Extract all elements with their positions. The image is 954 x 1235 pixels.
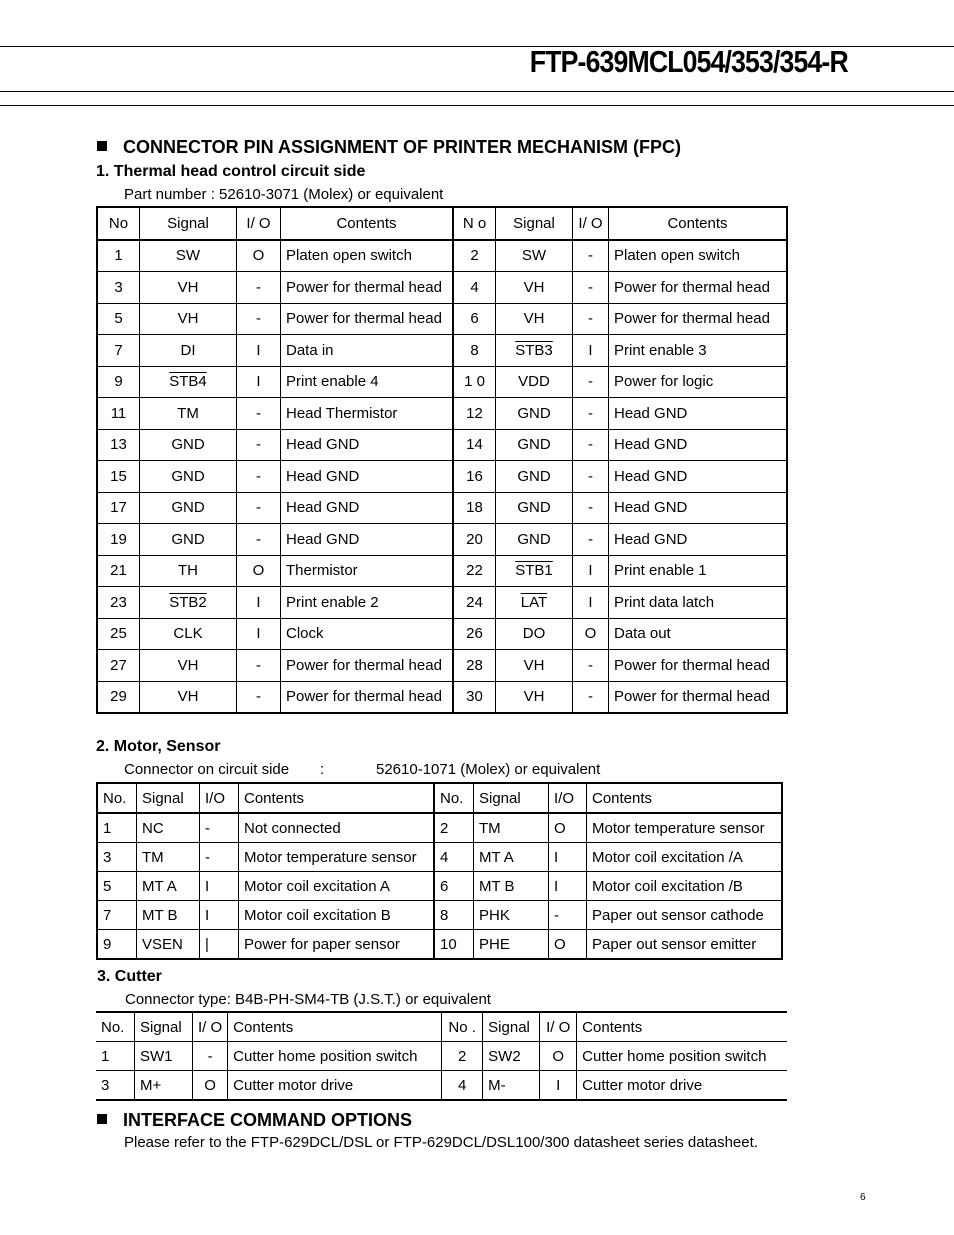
pin-signal: GND bbox=[140, 492, 237, 524]
pin-no: 25 bbox=[97, 618, 140, 650]
overlined-signal: STB4 bbox=[169, 373, 207, 391]
table-row bbox=[97, 650, 787, 682]
subheading-motor-sensor: 2. Motor, Sensor bbox=[96, 738, 221, 755]
table-row bbox=[97, 930, 782, 960]
pin-contents: Platen open switch bbox=[281, 240, 454, 272]
pin-io: I bbox=[237, 587, 281, 619]
pin-io: I bbox=[237, 335, 281, 367]
header-cell: Contents bbox=[281, 207, 454, 240]
overlined-signal: STB1 bbox=[515, 562, 553, 580]
pin-contents: Platen open switch bbox=[609, 240, 788, 272]
pin-io: I bbox=[237, 366, 281, 398]
pin-contents: Power for thermal head bbox=[609, 303, 788, 335]
subheading-thermal-head: 1. Thermal head control circuit side bbox=[96, 163, 366, 180]
table-header-row bbox=[97, 207, 787, 240]
pin-signal: VH bbox=[496, 650, 573, 682]
pin-io: - bbox=[573, 461, 609, 493]
pin-contents: Motor coil excitation /B bbox=[587, 872, 783, 901]
pin-io: - bbox=[573, 650, 609, 682]
pin-contents: Print enable 4 bbox=[281, 366, 454, 398]
pin-contents: Head GND bbox=[281, 492, 454, 524]
pin-io: - bbox=[573, 398, 609, 430]
part-number-note: Part number : 52610-3071 (Molex) or equivalent bbox=[124, 186, 444, 203]
header-cell: No. bbox=[97, 783, 137, 813]
pin-contents: Not connected bbox=[239, 813, 435, 843]
pin-io: - bbox=[237, 272, 281, 304]
table-row bbox=[97, 429, 787, 461]
header-cell: Signal bbox=[137, 783, 200, 813]
pin-io: - bbox=[237, 524, 281, 556]
table-row bbox=[97, 492, 787, 524]
pin-no: 4 bbox=[434, 843, 474, 872]
pin-signal: NC bbox=[137, 813, 200, 843]
overlined-signal: $\overline{LAT}$ bbox=[520, 593, 548, 611]
header-cell: Contents bbox=[577, 1012, 788, 1042]
pin-no: 3 bbox=[96, 1071, 135, 1101]
table-row bbox=[97, 681, 787, 713]
pin-contents: Head GND bbox=[609, 492, 788, 524]
pin-contents: Head GND bbox=[281, 524, 454, 556]
pin-no: 1 0 bbox=[453, 366, 496, 398]
pin-no: 19 bbox=[97, 524, 140, 556]
pin-io: - bbox=[573, 429, 609, 461]
pin-contents: Head GND bbox=[609, 461, 788, 493]
pin-io: I bbox=[549, 872, 587, 901]
table-header-row bbox=[97, 783, 782, 813]
overlined-signal: STB2 bbox=[169, 593, 207, 611]
pin-no: 12 bbox=[453, 398, 496, 430]
pin-no: 1 bbox=[97, 813, 137, 843]
pin-contents: Motor temperature sensor bbox=[239, 843, 435, 872]
pin-no: 23 bbox=[97, 587, 140, 619]
pin-io: I bbox=[549, 843, 587, 872]
pin-contents: Head GND bbox=[609, 429, 788, 461]
pin-io: | bbox=[200, 930, 239, 960]
pin-contents: Power for thermal head bbox=[609, 681, 788, 713]
pin-no: 2 bbox=[442, 1042, 483, 1071]
pin-signal: GND bbox=[140, 429, 237, 461]
pin-signal: SW2 bbox=[483, 1042, 540, 1071]
pin-no: 6 bbox=[453, 303, 496, 335]
table-row bbox=[97, 524, 787, 556]
pin-no: 18 bbox=[453, 492, 496, 524]
pin-io: - bbox=[573, 272, 609, 304]
pin-signal bbox=[496, 335, 573, 367]
pin-no: 5 bbox=[97, 303, 140, 335]
pin-signal: DO bbox=[496, 618, 573, 650]
pin-io: O bbox=[549, 813, 587, 843]
pin-contents: Print enable 2 bbox=[281, 587, 454, 619]
table-row bbox=[97, 901, 782, 930]
table-header-row bbox=[96, 1012, 787, 1042]
pin-io: - bbox=[237, 492, 281, 524]
square-bullet-icon bbox=[97, 1114, 107, 1124]
pin-contents: Data out bbox=[609, 618, 788, 650]
header-cell: I/ O bbox=[540, 1012, 577, 1042]
connector-note-colon: : bbox=[320, 761, 325, 778]
pin-io: I bbox=[573, 335, 609, 367]
table-row bbox=[97, 587, 787, 619]
table-row bbox=[97, 272, 787, 304]
pin-io: I bbox=[573, 555, 609, 587]
section-heading-text: INTERFACE COMMAND OPTIONS bbox=[123, 1110, 413, 1130]
pin-contents: Motor coil excitation /A bbox=[587, 843, 783, 872]
pin-signal: VH bbox=[496, 681, 573, 713]
table-row bbox=[96, 1071, 787, 1101]
pin-signal: GND bbox=[496, 492, 573, 524]
pin-io: - bbox=[200, 813, 239, 843]
pin-io: I bbox=[200, 901, 239, 930]
pin-signal: MT A bbox=[474, 843, 549, 872]
pin-no: 15 bbox=[97, 461, 140, 493]
pin-signal: VH bbox=[496, 303, 573, 335]
pin-signal: SW bbox=[496, 240, 573, 272]
pin-contents: Paper out sensor emitter bbox=[587, 930, 783, 960]
pin-contents: Clock bbox=[281, 618, 454, 650]
pin-signal: TH bbox=[140, 555, 237, 587]
pin-signal: PHE bbox=[474, 930, 549, 960]
header-cell: I/O bbox=[200, 783, 239, 813]
pin-contents: Power for thermal head bbox=[281, 272, 454, 304]
header-cell: I/ O bbox=[237, 207, 281, 240]
pin-io: I bbox=[200, 872, 239, 901]
pin-io: - bbox=[573, 366, 609, 398]
header-cell: Contents bbox=[587, 783, 783, 813]
pin-contents: Paper out sensor cathode bbox=[587, 901, 783, 930]
pin-signal bbox=[496, 587, 573, 619]
pin-signal: VH bbox=[140, 650, 237, 682]
pin-signal: VH bbox=[140, 272, 237, 304]
pin-signal: MT A bbox=[137, 872, 200, 901]
pin-io: - bbox=[573, 240, 609, 272]
pin-no: 4 bbox=[442, 1071, 483, 1101]
pin-contents: Head GND bbox=[609, 524, 788, 556]
pin-contents: Power for thermal head bbox=[609, 272, 788, 304]
pin-no: 2 bbox=[453, 240, 496, 272]
pin-signal: PHK bbox=[474, 901, 549, 930]
pin-contents: Head GND bbox=[281, 461, 454, 493]
header-cell: Signal bbox=[474, 783, 549, 813]
table-row bbox=[97, 398, 787, 430]
pin-io: I bbox=[573, 587, 609, 619]
subheading-cutter: 3. Cutter bbox=[97, 968, 162, 985]
pin-no: 9 bbox=[97, 366, 140, 398]
header-cell: I/ O bbox=[193, 1012, 228, 1042]
pin-io: - bbox=[193, 1042, 228, 1071]
pin-contents: Cutter home position switch bbox=[228, 1042, 442, 1071]
pin-signal: GND bbox=[496, 461, 573, 493]
pin-no: 14 bbox=[453, 429, 496, 461]
pin-io: O bbox=[237, 240, 281, 272]
pin-io: - bbox=[237, 303, 281, 335]
pin-no: 20 bbox=[453, 524, 496, 556]
pin-contents: Cutter motor drive bbox=[577, 1071, 788, 1101]
pin-io: - bbox=[573, 303, 609, 335]
cutter-connector-note: Connector type: B4B-PH-SM4-TB (J.S.T.) or equivalent bbox=[125, 991, 491, 1008]
cutter-pin-table bbox=[96, 1011, 787, 1101]
pin-signal: CLK bbox=[140, 618, 237, 650]
table-row bbox=[97, 872, 782, 901]
pin-no: 7 bbox=[97, 335, 140, 367]
pin-contents: Head GND bbox=[281, 429, 454, 461]
header-cell: Signal bbox=[135, 1012, 193, 1042]
header-rule-middle bbox=[0, 91, 954, 92]
pin-signal: GND bbox=[496, 429, 573, 461]
pin-io: O bbox=[573, 618, 609, 650]
connector-note-value: 52610-1071 (Molex) or equivalent bbox=[376, 761, 601, 778]
motor-sensor-pin-table bbox=[96, 782, 783, 960]
thermal-head-pin-table bbox=[96, 206, 788, 714]
pin-signal: TM bbox=[474, 813, 549, 843]
pin-no: 5 bbox=[97, 872, 137, 901]
pin-no: 26 bbox=[453, 618, 496, 650]
pin-signal: VH bbox=[496, 272, 573, 304]
pin-signal: GND bbox=[140, 524, 237, 556]
header-cell: Signal bbox=[483, 1012, 540, 1042]
pin-no: 7 bbox=[97, 901, 137, 930]
pin-io: - bbox=[237, 398, 281, 430]
pin-no: 16 bbox=[453, 461, 496, 493]
pin-contents: Power for thermal head bbox=[281, 681, 454, 713]
pin-io: - bbox=[549, 901, 587, 930]
header-cell: Signal bbox=[140, 207, 237, 240]
pin-contents: Cutter motor drive bbox=[228, 1071, 442, 1101]
table-row bbox=[97, 240, 787, 272]
pin-signal: TM bbox=[140, 398, 237, 430]
table-row bbox=[97, 335, 787, 367]
pin-contents: Print enable 3 bbox=[609, 335, 788, 367]
connector-note-label: Connector on circuit side bbox=[124, 761, 290, 778]
section-heading-text: CONNECTOR PIN ASSIGNMENT OF PRINTER MECHANISM (FPC) bbox=[123, 137, 682, 157]
pin-no: 6 bbox=[434, 872, 474, 901]
pin-no: 29 bbox=[97, 681, 140, 713]
section-heading-connector bbox=[97, 137, 681, 158]
overlined-signal: STB3 bbox=[515, 341, 553, 359]
pin-io: - bbox=[237, 461, 281, 493]
pin-contents: Data in bbox=[281, 335, 454, 367]
header-cell: No . bbox=[442, 1012, 483, 1042]
header-rule-bottom bbox=[0, 105, 954, 106]
pin-io: O bbox=[193, 1071, 228, 1101]
pin-signal: TM bbox=[137, 843, 200, 872]
pin-no: 21 bbox=[97, 555, 140, 587]
table-row bbox=[97, 366, 787, 398]
header-cell: Contents bbox=[228, 1012, 442, 1042]
pin-contents: Motor temperature sensor bbox=[587, 813, 783, 843]
header-cell: I/O bbox=[549, 783, 587, 813]
pin-no: 3 bbox=[97, 843, 137, 872]
table-row bbox=[96, 1042, 787, 1071]
header-cell: No. bbox=[434, 783, 474, 813]
pin-no: 10 bbox=[434, 930, 474, 960]
pin-signal bbox=[496, 555, 573, 587]
pin-io: O bbox=[237, 555, 281, 587]
pin-io: O bbox=[540, 1042, 577, 1071]
pin-io: - bbox=[200, 843, 239, 872]
header-cell: No. bbox=[96, 1012, 135, 1042]
pin-io: - bbox=[237, 650, 281, 682]
pin-signal: VH bbox=[140, 681, 237, 713]
pin-contents: Power for logic bbox=[609, 366, 788, 398]
pin-contents: Power for thermal head bbox=[609, 650, 788, 682]
pin-signal: M- bbox=[483, 1071, 540, 1101]
table-row bbox=[97, 843, 782, 872]
pin-no: 11 bbox=[97, 398, 140, 430]
pin-no: 8 bbox=[453, 335, 496, 367]
header-cell: I/ O bbox=[573, 207, 609, 240]
pin-signal: GND bbox=[140, 461, 237, 493]
pin-no: 27 bbox=[97, 650, 140, 682]
pin-no: 9 bbox=[97, 930, 137, 960]
pin-contents: Head GND bbox=[609, 398, 788, 430]
table-row bbox=[97, 618, 787, 650]
pin-no: 22 bbox=[453, 555, 496, 587]
pin-signal: SW bbox=[140, 240, 237, 272]
header-cell: Contents bbox=[239, 783, 435, 813]
pin-signal: MT B bbox=[474, 872, 549, 901]
pin-io: - bbox=[573, 681, 609, 713]
pin-no: 8 bbox=[434, 901, 474, 930]
pin-signal: VDD bbox=[496, 366, 573, 398]
page-number: 6 bbox=[860, 1192, 866, 1203]
pin-io: - bbox=[573, 492, 609, 524]
document-title: FTP-639MCL054/353/354-R bbox=[529, 44, 848, 79]
pin-signal: M+ bbox=[135, 1071, 193, 1101]
pin-no: 3 bbox=[97, 272, 140, 304]
pin-signal: MT B bbox=[137, 901, 200, 930]
pin-io: O bbox=[549, 930, 587, 960]
pin-signal bbox=[140, 587, 237, 619]
table-row bbox=[97, 303, 787, 335]
pin-signal bbox=[140, 366, 237, 398]
pin-no: 2 bbox=[434, 813, 474, 843]
interface-reference-text: Please refer to the FTP-629DCL/DSL or FTP-629DCL/DSL100/300 datasheet series datasheet. bbox=[124, 1134, 758, 1151]
pin-signal: GND bbox=[496, 398, 573, 430]
pin-io: - bbox=[237, 429, 281, 461]
pin-no: 1 bbox=[96, 1042, 135, 1071]
pin-contents: Motor coil excitation A bbox=[239, 872, 435, 901]
pin-no: 28 bbox=[453, 650, 496, 682]
header-cell: Signal bbox=[496, 207, 573, 240]
pin-contents: Head Thermistor bbox=[281, 398, 454, 430]
pin-signal: VH bbox=[140, 303, 237, 335]
header-cell: No bbox=[97, 207, 140, 240]
square-bullet-icon bbox=[97, 141, 107, 151]
header-cell: N o bbox=[453, 207, 496, 240]
pin-io: I bbox=[237, 618, 281, 650]
pin-signal: VSEN bbox=[137, 930, 200, 960]
pin-contents: Power for thermal head bbox=[281, 650, 454, 682]
pin-contents: Print data latch bbox=[609, 587, 788, 619]
table-row bbox=[97, 813, 782, 843]
section-heading-interface bbox=[97, 1110, 412, 1131]
pin-contents: Power for thermal head bbox=[281, 303, 454, 335]
pin-io: - bbox=[237, 681, 281, 713]
pin-io: I bbox=[540, 1071, 577, 1101]
pin-signal: SW1 bbox=[135, 1042, 193, 1071]
pin-no: 17 bbox=[97, 492, 140, 524]
pin-signal: DI bbox=[140, 335, 237, 367]
table-row bbox=[97, 461, 787, 493]
header-cell: Contents bbox=[609, 207, 788, 240]
pin-contents: Print enable 1 bbox=[609, 555, 788, 587]
pin-contents: Cutter home position switch bbox=[577, 1042, 788, 1071]
pin-no: 13 bbox=[97, 429, 140, 461]
pin-no: 24 bbox=[453, 587, 496, 619]
pin-no: 4 bbox=[453, 272, 496, 304]
pin-io: - bbox=[573, 524, 609, 556]
pin-signal: GND bbox=[496, 524, 573, 556]
pin-no: 30 bbox=[453, 681, 496, 713]
pin-no: 1 bbox=[97, 240, 140, 272]
pin-contents: Motor coil excitation B bbox=[239, 901, 435, 930]
table-row bbox=[97, 555, 787, 587]
pin-contents: Thermistor bbox=[281, 555, 454, 587]
pin-contents: Power for paper sensor bbox=[239, 930, 435, 960]
